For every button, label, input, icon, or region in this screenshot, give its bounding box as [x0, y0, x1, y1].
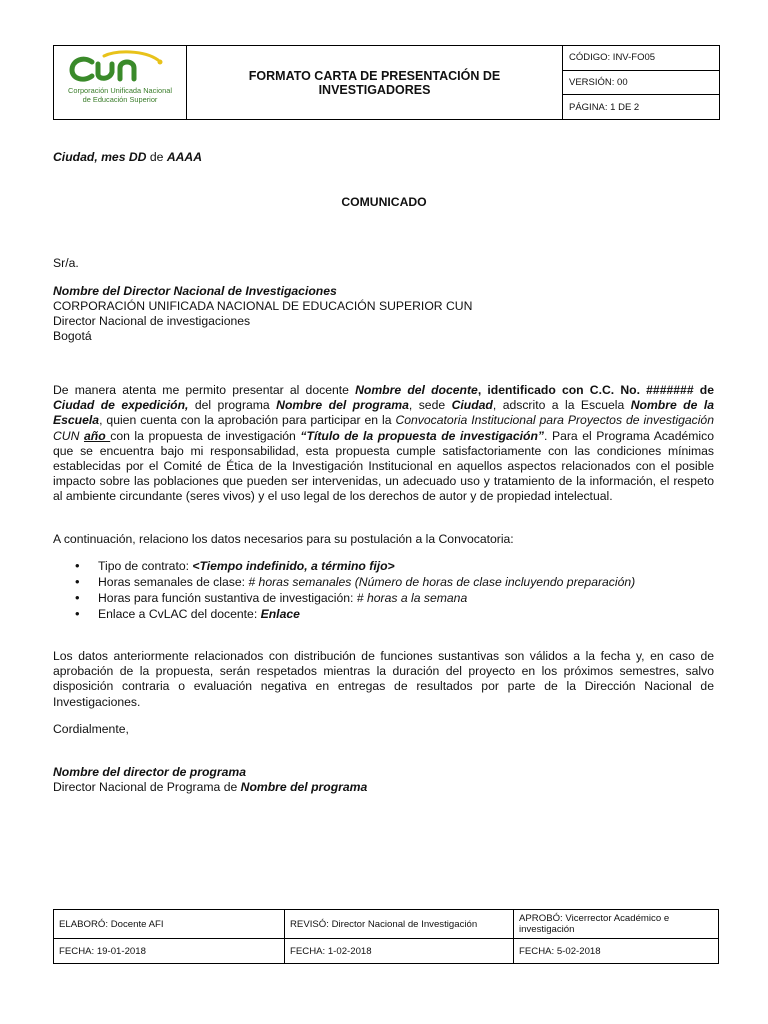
document-title-line2: INVESTIGADORES	[318, 82, 431, 97]
cun-logo	[54, 46, 186, 119]
fecha-elaboro-cell: FECHA: 19-01-2018	[54, 939, 285, 964]
document-title-cell	[187, 46, 563, 120]
closing: Cordialmente,	[53, 722, 129, 736]
list-item-contract-type: • Tipo de contrato: <Tiempo indefinido, a término fijo>	[53, 558, 635, 574]
logo-subtitle-line1: Corporación Unificada Nacional	[68, 86, 172, 95]
aprobo-cell: APROBÓ: Vicerrector Académico e investigación	[514, 910, 719, 939]
date-line: Ciudad, mes DD de AAAA	[53, 150, 203, 164]
elaboro-cell: ELABORÓ: Docente AFI	[54, 910, 285, 939]
signature-role: Director Nacional de Programa de Nombre del programa	[53, 780, 368, 794]
validity-paragraph: Los datos anteriormente relacionados con distribución de funciones sustantivas son válidos a la fecha y, en caso de aprobación de la propuesta, serán respetados mientras la duración del proyecto en los próximos semestres, salvo disposición contraria o evaluación negativa en entregas de resultados por parte de la Dirección Nacional de Investigaciones.	[53, 649, 714, 709]
pagina-cell: PÁGINA: 1 DE 2	[563, 95, 720, 120]
list-item-cvlac-link: • Enlace a CvLAC del docente: Enlace	[53, 606, 635, 622]
document-title-line1: FORMATO CARTA DE PRESENTACIÓN DE	[248, 68, 501, 83]
presentation-paragraph: De manera atenta me permito presentar al docente Nombre del docente, identificado con C.C. No. ####### de Ciudad de expedición, del programa Nombre del programa, sede Ciudad, adscrito a la Escuela Nombre de la Escuela, quien cuenta con la aprobación para participar en la Convocatoria Institucional para Proyectos de investigación CUN año con la propuesta de investigación “Título de la propuesta de investigación”. Para el Programa Académico que se encuentra bajo mi responsabilidad, esta propuesta cumple satisfactoriamente con las condiciones mínimas establecidas por el Comité de Ética de la Investigación Institucional en aquellos aspectos relacionados con el posible impacto sobre las poblaciones que pueden ser intervenidas, un adecuado uso y tratamiento de la información, el respeto al ambiente circundante (seres vivos) y el uso legal de los derechos de autor y de propiedad intelectual.	[53, 383, 714, 504]
postulation-data-list	[53, 558, 635, 622]
recipient-role: Director Nacional de investigaciones	[53, 314, 251, 328]
reviso-cell: REVISÓ: Director Nacional de Investigación	[285, 910, 514, 939]
approval-footer-table	[53, 909, 719, 964]
fecha-aprobo-cell: FECHA: 5-02-2018	[514, 939, 719, 964]
data-intro-paragraph: A continuación, relaciono los datos necesarios para su postulación a la Convocatoria:	[53, 532, 514, 546]
logo-cell	[54, 46, 187, 120]
document-header-table	[53, 45, 720, 120]
codigo-cell: CÓDIGO: INV-FO05	[563, 46, 720, 71]
list-item-weekly-hours: • Horas semanales de clase: # horas semanales (Número de horas de clase incluyendo preparación)	[53, 574, 635, 590]
recipient-organization: CORPORACIÓN UNIFICADA NACIONAL DE EDUCACIÓN SUPERIOR CUN	[53, 299, 473, 313]
cun-logo-mark-icon	[54, 48, 186, 88]
salutation: Sr/a.	[53, 256, 79, 270]
logo-subtitle-line2: de Educación Superior	[82, 95, 158, 104]
signature-name: Nombre del director de programa	[53, 765, 247, 779]
letter-heading: COMUNICADO	[341, 195, 427, 209]
recipient-name: Nombre del Director Nacional de Investigaciones	[53, 284, 337, 298]
version-cell: VERSIÓN: 00	[563, 70, 720, 95]
list-item-research-hours: • Horas para función sustantiva de investigación: # horas a la semana	[53, 590, 635, 606]
recipient-city: Bogotá	[53, 329, 92, 343]
fecha-reviso-cell: FECHA: 1-02-2018	[285, 939, 514, 964]
